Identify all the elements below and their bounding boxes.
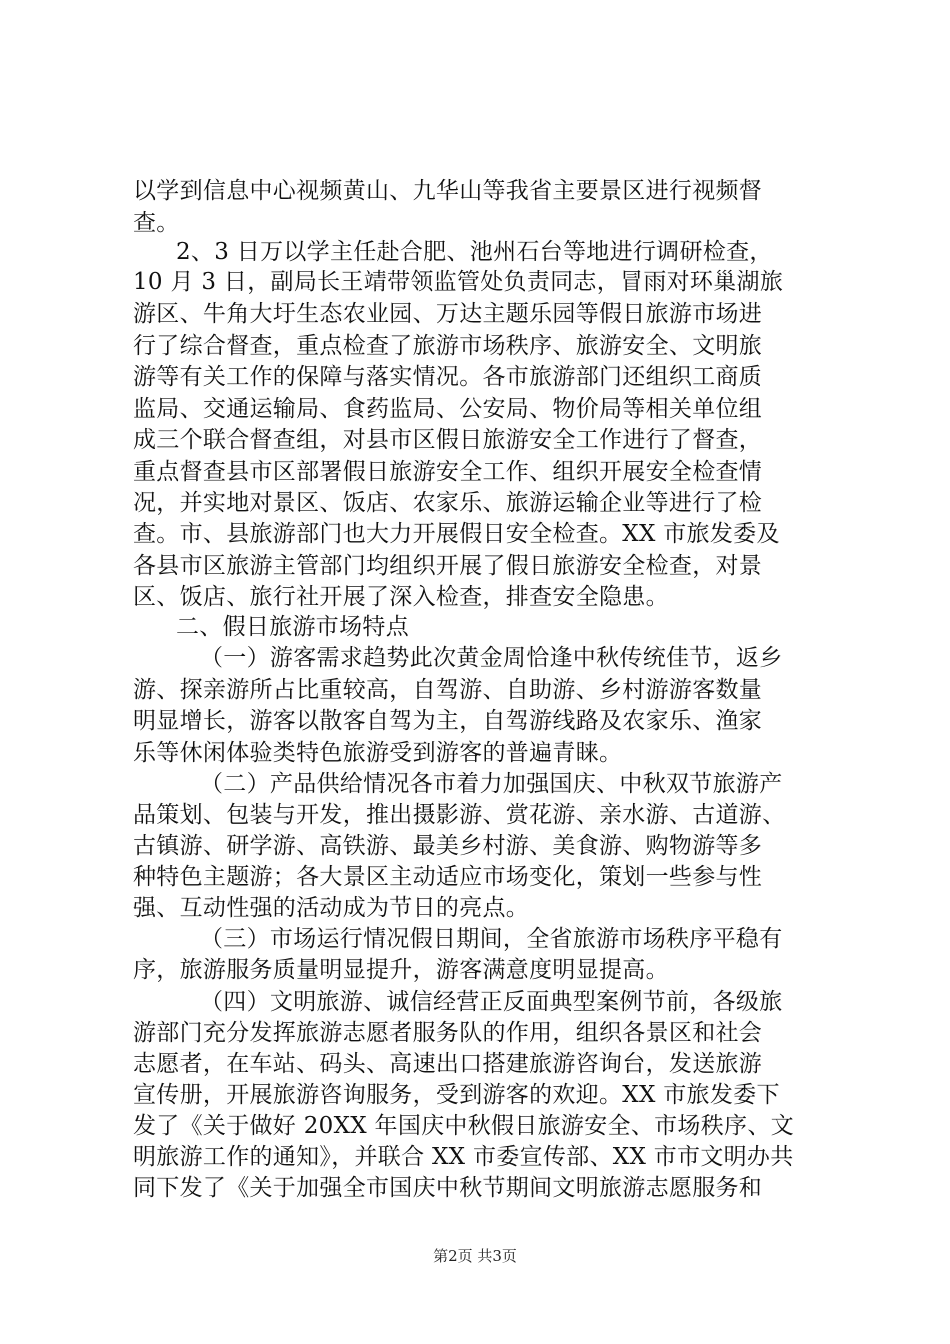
text-line: 明旅游工作的通知》，并联合 XX 市委宣传部、XX 市市文明办共 xyxy=(133,1144,794,1170)
page-footer: 第2页 共3页 xyxy=(433,1247,517,1265)
text-line: 志愿者，在车站、码头、高速出口搭建旅游咨询台，发送旅游 xyxy=(133,1051,763,1077)
text-line: 乐等休闲体验类特色旅游受到游客的普遍青睐。 xyxy=(133,740,623,766)
text-line: 明显增长，游客以散客自驾为主，自驾游线路及农家乐、渔家 xyxy=(133,708,763,734)
text-line: （四）文明旅游、诚信经营正反面典型案例节前，各级旅 xyxy=(200,989,783,1015)
text-line: 查。 xyxy=(133,210,180,236)
text-line: 监局、交通运输局、食药监局、公安局、物价局等相关单位组 xyxy=(133,396,763,422)
text-line: 10 月 3 日，副局长王靖带领监管处负责同志，冒雨对环巢湖旅 xyxy=(133,269,784,295)
text-line: 2、3 日万以学主任赴合肥、池州石台等地进行调研检查， xyxy=(176,239,773,265)
text-line: 序，旅游服务质量明显提升，游客满意度明显提高。 xyxy=(133,957,669,983)
text-line: 宣传册，开展旅游咨询服务，受到游客的欢迎。XX 市旅发委下 xyxy=(133,1082,780,1108)
text-line: 区、饭店、旅行社开展了深入检查，排查安全隐患。 xyxy=(133,584,669,610)
text-line: （二）产品供给情况各市着力加强国庆、中秋双节旅游产 xyxy=(200,771,783,797)
text-line: 游区、牛角大圩生态农业园、万达主题乐园等假日旅游市场进 xyxy=(133,301,763,327)
text-line: 游、探亲游所占比重较高，自驾游、自助游、乡村游游客数量 xyxy=(133,677,763,703)
text-line: 发了《关于做好 20XX 年国庆中秋假日旅游安全、市场秩序、文 xyxy=(133,1113,794,1139)
section-heading: 二、假日旅游市场特点 xyxy=(176,614,409,640)
text-line: 品策划、包装与开发，推出摄影游、赏花游、亲水游、古道游、 xyxy=(133,802,786,828)
text-line: 成三个联合督查组，对县市区假日旅游安全工作进行了督查， xyxy=(133,427,763,453)
text-line: 古镇游、研学游、高铁游、最美乡村游、美食游、购物游等多 xyxy=(133,833,763,859)
text-line: 况，并实地对景区、饭店、农家乐、旅游运输企业等进行了检 xyxy=(133,490,763,516)
text-line: 游等有关工作的保障与落实情况。各市旅游部门还组织工商质 xyxy=(133,364,763,390)
text-line: （一）游客需求趋势此次黄金周恰逢中秋传统佳节，返乡 xyxy=(200,645,783,671)
text-line: （三）市场运行情况假日期间，全省旅游市场秩序平稳有 xyxy=(200,926,783,952)
text-line: 强、互动性强的活动成为节日的亮点。 xyxy=(133,895,530,921)
text-line: 行了综合督查，重点检查了旅游市场秩序、旅游安全、文明旅 xyxy=(133,333,763,359)
text-line: 种特色主题游；各大景区主动适应市场变化，策划一些参与性 xyxy=(133,864,763,890)
text-line: 各县市区旅游主管部门均组织开展了假日旅游安全检查，对景 xyxy=(133,553,763,579)
text-line: 重点督查县市区部署假日旅游安全工作、组织开展安全检查情 xyxy=(133,459,763,485)
text-line: 同下发了《关于加强全市国庆中秋节期间文明旅游志愿服务和 xyxy=(133,1175,763,1201)
text-line: 游部门充分发挥旅游志愿者服务队的作用，组织各景区和社会 xyxy=(133,1020,763,1046)
text-line: 以学到信息中心视频黄山、九华山等我省主要景区进行视频督 xyxy=(133,178,763,204)
text-line: 查。市、县旅游部门也大力开展假日安全检查。XX 市旅发委及 xyxy=(133,521,780,547)
